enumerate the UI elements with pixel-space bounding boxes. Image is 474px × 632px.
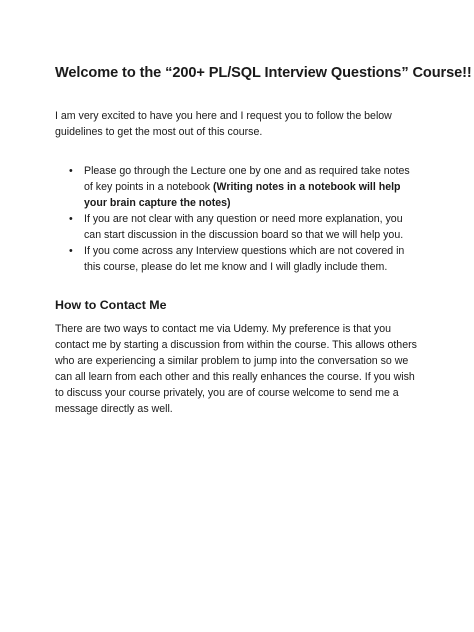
document-title: Welcome to the “200+ PL/SQL Interview Questions” Course!! [55, 65, 472, 81]
list-item [55, 211, 420, 243]
list-item [55, 163, 420, 211]
guidelines-list [55, 163, 420, 275]
list-item-text: Please go through the Lecture one by one and as required take notes of key points in a notebook [84, 165, 410, 193]
bullet-icon: • [69, 165, 73, 177]
bullet-icon: • [69, 213, 73, 225]
list-item-text: If you are not clear with any question or need more explanation, you can start discussion in the discussion board so that we will help you. [84, 213, 404, 241]
list-item [55, 243, 420, 275]
list-item-text: If you come across any Interview questions which are not covered in this course, please do let me know and I will gladly include them. [84, 245, 405, 273]
intro-paragraph: I am very excited to have you here and I request you to follow the below guidelines to get the most out of this course. [55, 110, 392, 138]
list-item-emphasis: (Writing notes in a notebook will help your brain capture the notes) [84, 181, 401, 209]
bullet-icon: • [69, 245, 73, 257]
contact-paragraph: There are two ways to contact me via Udemy. My preference is that you contact me by starting a discussion from within the course. This allows others who are experiencing a similar problem to jump into the conversation so we can all learn from each other and this really enhances the course. If you wish to discuss your course privately, you are of course welcome to send me a message directly as well. [55, 323, 417, 415]
section-heading: How to Contact Me [55, 298, 167, 312]
